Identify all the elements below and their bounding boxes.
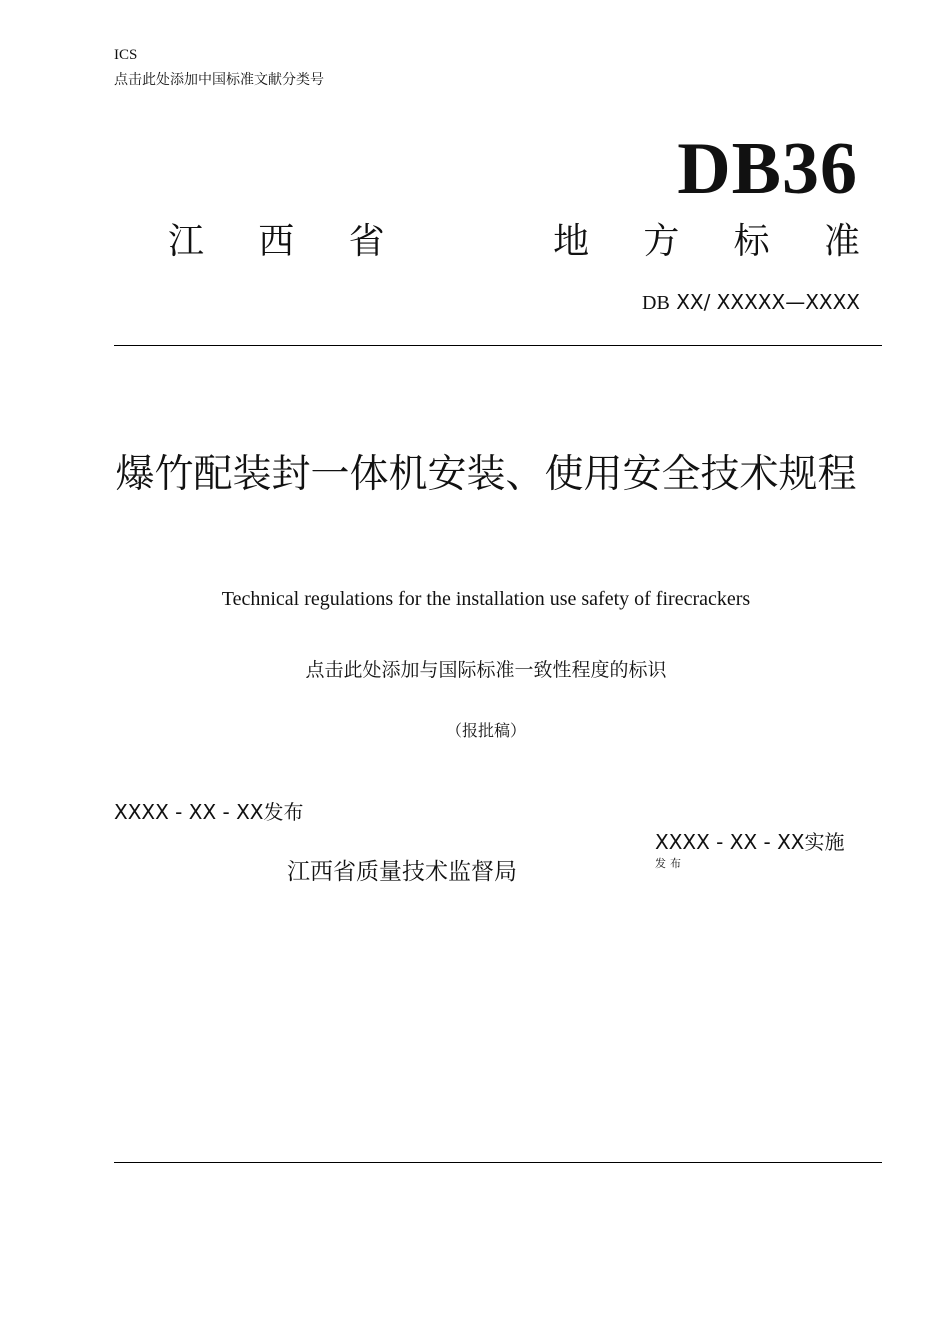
standard-type-char: 准 [823,221,860,262]
classification-code-placeholder[interactable]: 点击此处添加中国标准文献分类号 [114,72,324,88]
bottom-divider [114,1162,882,1163]
standard-type-char: 江 [168,221,205,262]
standard-number-prefix: DB [642,292,670,314]
standard-type-char: 西 [258,221,295,262]
standard-type-char: 方 [643,221,680,262]
standard-type-char: 地 [553,221,590,262]
document-title-english: Technical regulations for the installation use safety of firecrackers [221,588,751,610]
publish-date: XXXX - XX - XX发布 [114,800,304,824]
issue-label: 发布 [655,857,685,870]
standard-number-value: XX/ XXXXX—XXXX [676,290,860,314]
ics-label: ICS [114,47,138,63]
draft-status: （报批稿） [445,721,526,740]
international-consistency-placeholder[interactable]: 点击此处添加与国际标准一致性程度的标识 [305,659,667,681]
standard-type-char: 省 [348,221,385,262]
standard-number [642,290,860,315]
standard-type-char: 标 [733,221,770,262]
standard-logo: DB36 [677,128,858,210]
document-title-chinese: 爆竹配装封一体机安装、使用安全技术规程 [115,452,857,497]
implement-date: XXXX - XX - XX实施 [655,830,845,854]
top-divider [114,345,882,346]
standard-type-heading [168,218,860,266]
issuing-authority: 江西省质量技术监督局 [287,859,517,885]
standard-type-spacer [439,218,499,266]
